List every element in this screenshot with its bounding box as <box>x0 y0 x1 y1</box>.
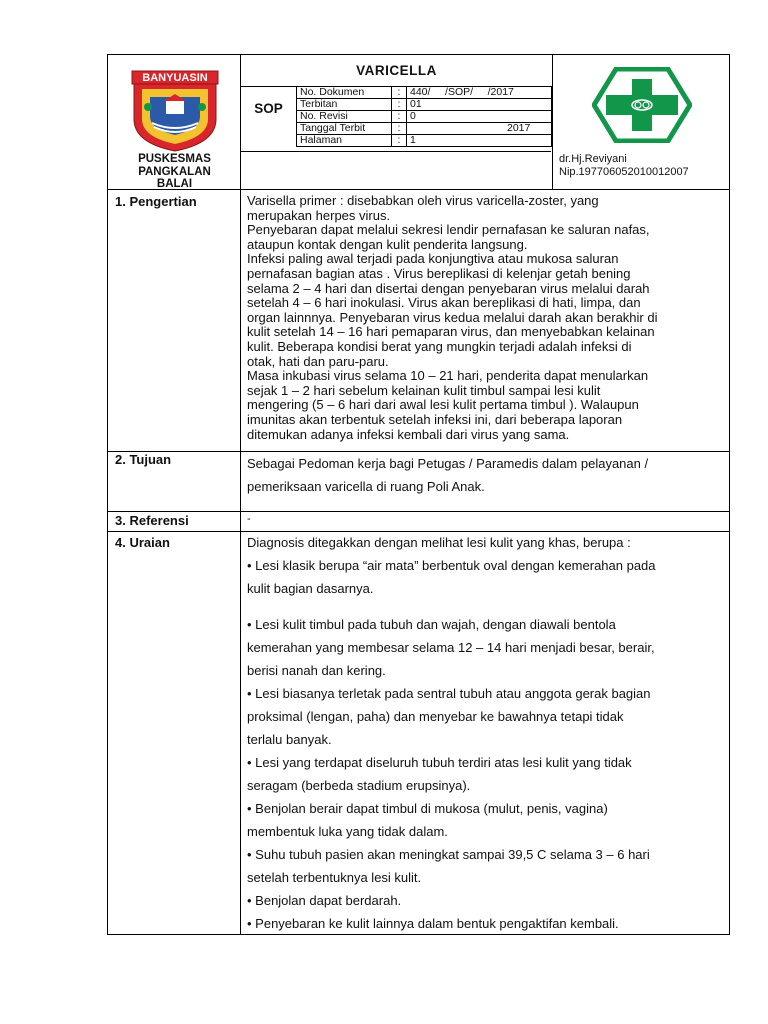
banyuasin-logo <box>128 67 222 153</box>
sop-label: SOP <box>254 101 283 116</box>
list-item: • Benjolan berair dapat timbul di mukosa (mulut, penis, vagina) <box>247 801 608 816</box>
meta-row: Tanggal Terbit : 2017 <box>297 123 552 135</box>
section-tujuan-text: Sebagai Pedoman kerja bagi Petugas / Paramedis dalam pelayanan / pemeriksaan varicella di ruang Poli Anak. <box>247 456 649 494</box>
list-item: kulit bagian dasarnya. <box>247 581 374 596</box>
document-title: VARICELLA <box>356 63 437 78</box>
list-item: proksimal (lengan, paha) dan menyebar ke bawahnya tetapi tidak <box>247 709 624 724</box>
meta-underline <box>241 151 551 152</box>
list-item: membentuk luka yang tidak dalam. <box>247 824 448 839</box>
organization-name: PUSKESMAS PANGKALAN BALAI <box>138 153 211 190</box>
list-item: • Lesi biasanya terletak pada sentral tubuh atau anggota gerak bagian <box>247 686 651 701</box>
logo-banner-text: BANYUASIN <box>142 72 208 84</box>
list-item: • Benjolan dapat berdarah. <box>247 893 402 908</box>
document-meta-table <box>296 86 552 147</box>
section-label-pengertian: 1. Pengertian <box>115 194 197 209</box>
list-item: terlalu banyak. <box>247 732 332 747</box>
header-divider-right <box>552 55 553 189</box>
meta-row: Terbitan : 01 <box>297 99 552 111</box>
list-item: • Lesi yang terdapat diseluruh tubuh terdiri atas lesi kulit yang tidak <box>247 755 632 770</box>
puskesmas-logo <box>592 67 692 143</box>
list-item: setelah terbentuknya lesi kulit. <box>247 870 422 885</box>
meta-row: No. Revisi : 0 <box>297 111 552 123</box>
list-item: Diagnosis ditegakkan dengan melihat lesi kulit yang khas, berupa : <box>247 535 631 550</box>
signatory <box>559 153 689 179</box>
list-item: seragam (berbeda stadium erupsinya). <box>247 778 471 793</box>
list-item: • Penyebaran ke kulit lainnya dalam bentuk pengaktifan kembali. <box>247 916 619 931</box>
section-pengertian-text: Varisella primer : disebabkan oleh virus varicella-zoster, yang merupakan herpes virus. Penyebaran dapat melalui sekresi lendir pernafasan ke saluran nafas, ataupun kontak dengan kulit penderita langsung. Infeksi paling awal terjadi pada konjungtiva atau mukosa saluran pernafasan bagian atas . Virus bereplikasi di kelenjar getah bening selama 2 – 4 hari dan disertai dengan penyebaran virus melalui darah setelah 4 – 6 hari inokulasi. Virus akan bereplikasi di hati, limpa, dan organ lainnnya. Penyebaran virus kedua melalui darah akan berakhir di kulit setelah 14 – 16 hari pemaparan virus, dan menyebabkan kelainan kulit. Beberapa kondisi berat yang mungkin terjadi adalah infeksi di otak, hati dan paru-paru. Masa inkubasi virus selama 10 – 21 hari, penderita dapat menularkan sejak 1 – 2 hari sebelum kelainan kulit timbul sampai lesi kulit mengering (5 – 6 hari dari awal lesi kulit pertama timbul ). Walaupun imunitas akan terbentuk setelah infeksi ini, dari beberapa laporan ditemukan adanya infeksi kembali dari virus yang sama. <box>247 193 658 442</box>
signatory-name: dr.Hj.Reviyani <box>559 153 627 165</box>
section-label-tujuan: 2. Tujuan <box>115 452 172 467</box>
list-item: • Lesi kulit timbul pada tubuh dan wajah, dengan diawali bentola <box>247 617 616 632</box>
section-uraian-text <box>247 531 727 935</box>
signatory-nip: Nip.197706052010012007 <box>559 166 689 178</box>
section-label-referensi: 3. Referensi <box>115 513 189 528</box>
meta-row: Halaman : 1 <box>297 135 552 147</box>
sop-document <box>107 54 730 935</box>
list-item: kemerahan yang membesar selama 12 – 14 hari menjadi besar, berair, <box>247 640 655 655</box>
section-referensi-text: - <box>247 513 251 525</box>
meta-row: No. Dokumen : 440/ /SOP/ /2017 <box>297 87 552 99</box>
section-label-uraian: 4. Uraian <box>115 535 170 550</box>
list-item: berisi nanah dan kering. <box>247 663 386 678</box>
list-item: • Suhu tubuh pasien akan meningkat sampai 39,5 C selama 3 – 6 hari <box>247 847 650 862</box>
list-item: • Lesi klasik berupa “air mata” berbentuk oval dengan kemerahan pada <box>247 558 656 573</box>
